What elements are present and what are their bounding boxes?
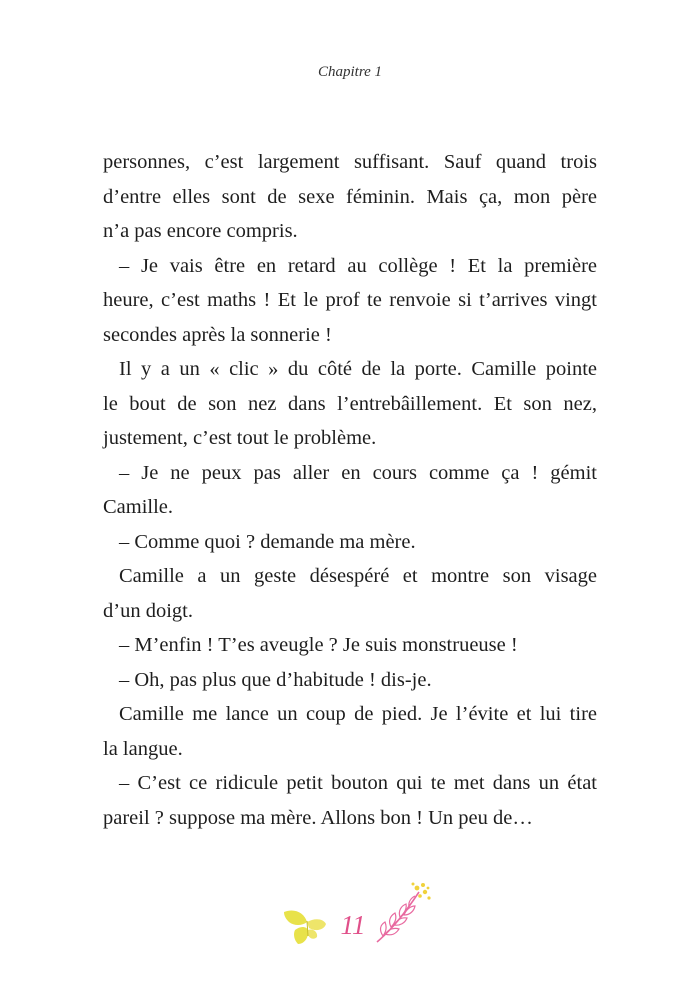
chapter-title: Chapitre 1 <box>317 64 383 80</box>
page-number: 11 <box>340 910 366 940</box>
text-line: – Comme quoi ? demande ma mère. <box>119 530 416 553</box>
text-line: – C’est ce ridicule petit bouton qui te met dans un état <box>119 772 597 794</box>
text-line: d’entre elles sont de sexe féminin. Mais ça, mon père <box>103 185 597 208</box>
text-line: d’un doigt. <box>103 599 193 622</box>
body-text <box>103 145 597 835</box>
text-line: Il y a un « clic » du côté de la porte. Camille pointe <box>119 358 597 380</box>
text-line: – Je vais être en retard au collège ! Et la première <box>119 254 597 277</box>
text-line: pareil ? suppose ma mère. Allons bon ! Un peu de… <box>103 806 533 829</box>
text-line: personnes, c’est largement suffisant. Sauf quand trois <box>103 151 597 173</box>
text-line: Camille me lance un coup de pied. Je l’évite et lui tire <box>119 703 597 725</box>
butterfly-icon <box>280 906 330 950</box>
text-line: Camille a un geste désespéré et montre son visage <box>119 565 597 587</box>
text-line: secondes après la sonnerie ! <box>103 323 332 346</box>
text-line: – Je ne peux pas aller en cours comme ça ! gémit <box>119 461 597 484</box>
text-line: heure, c’est maths ! Et le prof te renvoie si t’arrives vingt <box>103 289 597 311</box>
text-line: justement, c’est tout le problème. <box>103 427 377 449</box>
text-line: n’a pas encore compris. <box>103 220 298 242</box>
flower-sprig-icon <box>373 880 435 946</box>
text-line: – Oh, pas plus que d’habitude ! dis-je. <box>119 668 432 691</box>
text-line: la langue. <box>103 737 183 760</box>
text-line: le bout de son nez dans l’entrebâillement. Et son nez, <box>103 392 597 415</box>
page-footer <box>0 870 700 960</box>
text-line: – M’enfin ! T’es aveugle ? Je suis monstrueuse ! <box>119 634 518 656</box>
text-line: Camille. <box>103 496 174 518</box>
